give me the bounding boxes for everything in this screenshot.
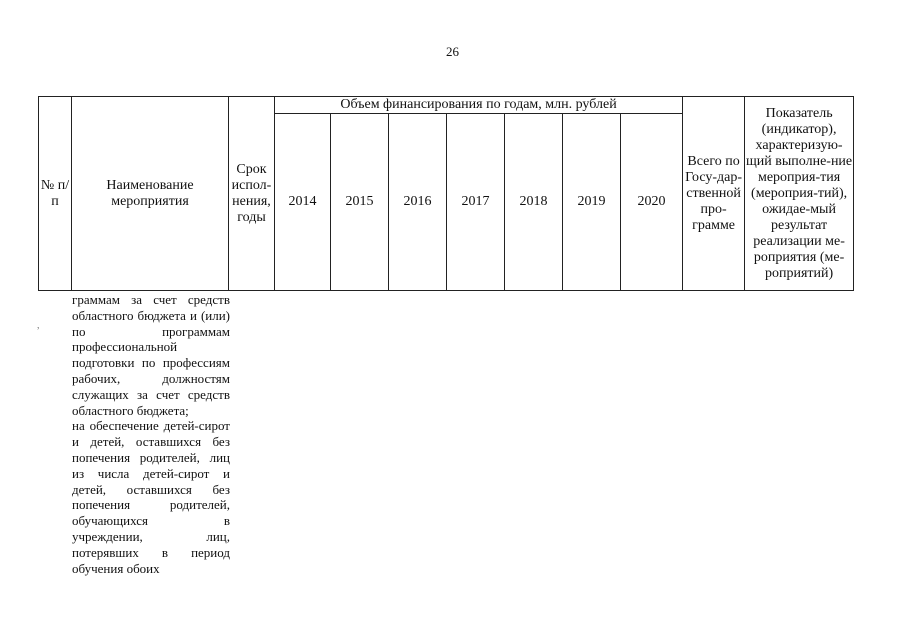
header-term: Срок испол-нения, годы: [229, 97, 275, 291]
activity-name-continuation: [72, 292, 230, 576]
header-funding-group: Объем финансирования по годам, млн. рублей: [275, 97, 683, 114]
header-total: Всего по Госу-дар-ственной про-грамме: [683, 97, 745, 291]
continuation-paragraph: граммам за счет средств областного бюджета и (или) по программам профессиональной подготовки по профессиям рабочих, должностям служащих за счет средств областного бюджета;: [72, 292, 230, 418]
header-number: № п/п: [39, 97, 72, 291]
header-year-2017: 2017: [447, 114, 505, 291]
margin-mark: ,: [37, 320, 40, 331]
header-activity-name: Наименование мероприятия: [72, 97, 229, 291]
header-year-2020: 2020: [621, 114, 683, 291]
header-year-2015: 2015: [331, 114, 389, 291]
header-year-2016: 2016: [389, 114, 447, 291]
header-indicator: Показатель (индикатор), характеризую-щий выполне-ние мероприя-тия (мероприя-тий), ожидае-мый результат реализации ме-роприятия (ме-роприятий): [745, 97, 854, 291]
header-year-2019: 2019: [563, 114, 621, 291]
header-year-2014: 2014: [275, 114, 331, 291]
page-number: 26: [446, 44, 459, 59]
financing-table: [38, 96, 854, 291]
continuation-paragraph: на обеспечение детей-сирот и детей, оставшихся без попечения родителей, лиц из числа детей-сирот и детей, оставшихся без попечения родителей, обучающихся в учреждении, лиц, потерявших в период обучения обоих: [72, 418, 230, 576]
header-year-2018: 2018: [505, 114, 563, 291]
